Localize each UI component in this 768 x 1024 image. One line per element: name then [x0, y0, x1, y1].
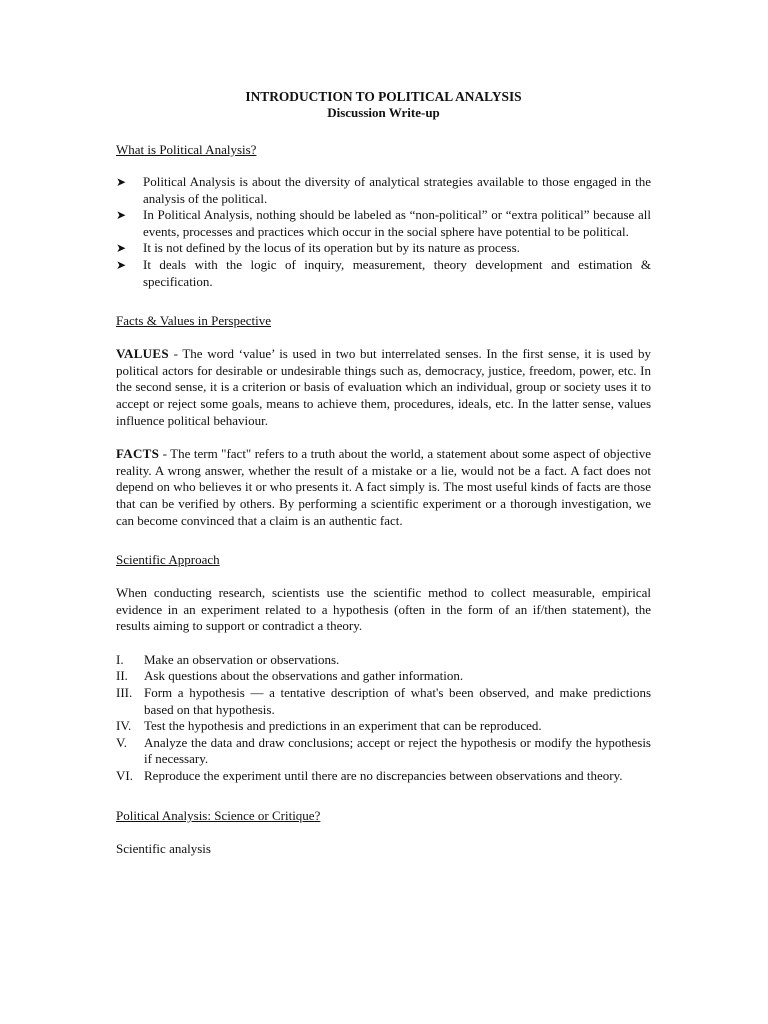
bullet-item — [116, 257, 651, 290]
bullet-text: It is not defined by the locus of its operation but by its nature as process. — [143, 240, 520, 256]
values-text: - The word ‘value’ is used in two but interrelated senses. In the first sense, it is used by political actors for desirable or undesirable things such as, democracy, justice, freedom, power, etc. In the second sense, it is a criterion or basis of evaluation which an individual, group or society uses it to accept or reject some goals, means to achieve them, procedures, ideals, etc. In the latter sense, values influence political behaviour. — [116, 346, 651, 428]
arrow-bullet-icon: ➤ — [116, 208, 127, 223]
step-item — [116, 768, 651, 785]
document-subtitle: Discussion Write-up — [327, 105, 440, 120]
step-number: I. — [116, 651, 124, 667]
section-heading-facts-values: Facts & Values in Perspective — [116, 313, 272, 329]
definition-bullet-list — [116, 174, 651, 290]
section-heading-what-is-political-analysis: What is Political Analysis? — [116, 142, 257, 157]
step-item — [116, 718, 651, 735]
step-text: Ask questions about the observations and gather information. — [144, 668, 464, 684]
step-number: IV. — [116, 718, 132, 734]
arrow-bullet-icon: ➤ — [116, 175, 127, 189]
step-number: II. — [116, 668, 128, 684]
document-title: INTRODUCTION TO POLITICAL ANALYSIS — [245, 89, 522, 104]
scientific-method-intro: When conducting research, scientists use the scientific method to collect measurable, empirical evidence in an experiment related to a hypothesis (often in the form of an if/then statement), the results aiming to support or contradict a theory. — [116, 585, 651, 634]
step-number: VI. — [116, 768, 133, 784]
document-body — [116, 88, 651, 857]
step-item — [116, 652, 651, 669]
facts-paragraph — [116, 446, 651, 529]
bullet-text: It deals with the logic of inquiry, measurement, theory development and estimation & specification. — [143, 256, 651, 289]
step-item — [116, 685, 651, 718]
values-paragraph — [116, 346, 651, 429]
facts-text: - The term "fact" refers to a truth about the world, a statement about some aspect of objective reality. A wrong answer, whether the result of a mistake or a lie, would not be a fact. A fact does not depend on who believes it or who presents it. A fact simply is. The most useful kinds of facts are those that can be verified by others. By performing a scientific experiment or a thorough investigation, we can become convinced that a claim is an authentic fact. — [116, 446, 651, 528]
bullet-text: Political Analysis is about the diversity of analytical strategies available to those engaged in the analysis of the political. — [143, 174, 651, 206]
section-heading-scientific-approach: Scientific Approach — [116, 552, 220, 568]
bullet-item — [116, 174, 651, 207]
section-heading-science-or-critique: Political Analysis: Science or Critique? — [116, 807, 321, 823]
step-text: Analyze the data and draw conclusions; accept or reject the hypothesis or modify the hypothesis if necessary. — [144, 734, 651, 767]
arrow-bullet-icon: ➤ — [116, 257, 127, 272]
step-number: V. — [116, 734, 127, 750]
step-text: Reproduce the experiment until there are no discrepancies between observations and theory. — [144, 768, 623, 784]
step-text: Test the hypothesis and predictions in an experiment that can be reproduced. — [144, 718, 542, 734]
scientific-analysis-subheading: Scientific analysis — [116, 840, 211, 856]
step-number: III. — [116, 685, 133, 701]
bullet-item — [116, 240, 651, 257]
values-term: VALUES — [116, 346, 169, 362]
scientific-method-steps — [116, 652, 651, 785]
arrow-bullet-icon: ➤ — [116, 241, 127, 256]
step-text: Form a hypothesis — a tentative description of what's been observed, and make predictions based on that hypothesis. — [144, 685, 651, 717]
bullet-item — [116, 207, 651, 240]
step-text: Make an observation or observations. — [144, 651, 340, 667]
facts-term: FACTS — [116, 446, 160, 462]
step-item — [116, 668, 651, 685]
step-item — [116, 735, 651, 768]
bullet-text: In Political Analysis, nothing should be labeled as “non-political” or “extra political” because all events, processes and practices which occur in the social sphere have potential to be political. — [143, 207, 651, 239]
